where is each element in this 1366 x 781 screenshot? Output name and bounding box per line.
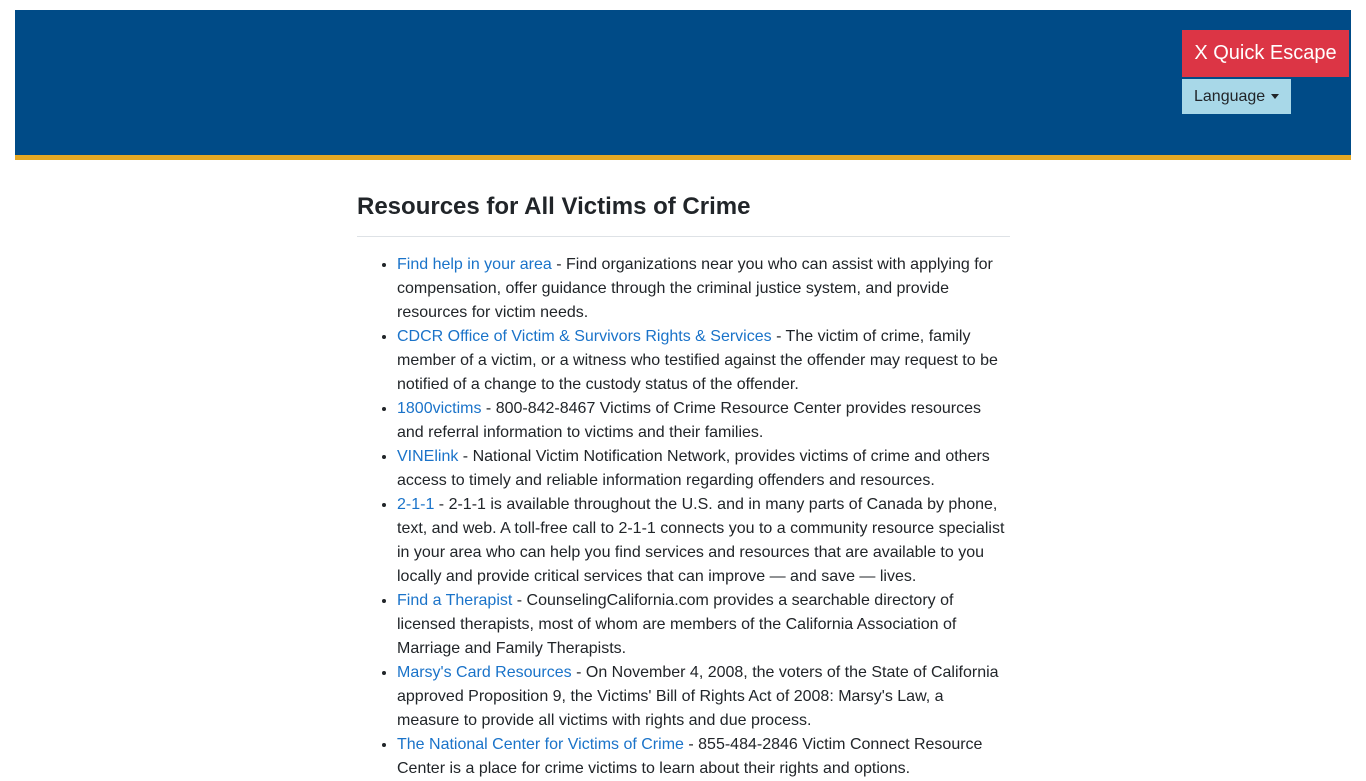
- language-dropdown-button[interactable]: [1182, 79, 1291, 114]
- resource-description: - National Victim Notification Network, provides victims of crime and others access to timely and reliable information regarding offenders and resources.: [397, 448, 990, 489]
- resource-description: - The victim of crime, family member of a victim, or a witness who testified against the offender may request to be notified of a change to the custody status of the offender.: [397, 328, 998, 393]
- resource-link-211[interactable]: 2-1-1: [397, 496, 435, 513]
- resource-item: [397, 325, 1010, 397]
- resource-item: [397, 397, 1010, 445]
- resource-item: [397, 589, 1010, 661]
- resource-item: [397, 445, 1010, 493]
- resource-link-find-therapist[interactable]: Find a Therapist: [397, 592, 513, 609]
- resource-list: [357, 253, 1010, 781]
- resource-link-cdcr[interactable]: CDCR Office of Victim & Survivors Rights & Services: [397, 328, 772, 345]
- resource-link-find-help[interactable]: Find help in your area: [397, 256, 552, 273]
- resource-item: [397, 661, 1010, 733]
- language-label: Language: [1194, 88, 1266, 105]
- resource-link-vinelink[interactable]: VINElink: [397, 448, 459, 465]
- resource-description: - 2-1-1 is available throughout the U.S. and in many parts of Canada by phone, text, and web. A toll-free call to 2-1-1 connects you to a community resource specialist in your area who can help you find services and resources that are available to you locally and provide critical services that can improve — and save — lives.: [397, 496, 1005, 585]
- site-header: [15, 10, 1351, 160]
- resource-description: - CounselingCalifornia.com provides a searchable directory of licensed therapists, most of whom are members of the California Association of Marriage and Family Therapists.: [397, 592, 957, 657]
- resource-link-ncvc[interactable]: The National Center for Victims of Crime: [397, 736, 684, 753]
- resource-description: - On November 4, 2008, the voters of the State of California approved Proposition 9, the Victims' Bill of Rights Act of 2008: Marsy's Law, a measure to provide all victims with rights and due process.: [397, 664, 999, 729]
- resource-description: - Find organizations near you who can assist with applying for compensation, offer guidance through the criminal justice system, and provide resources for victim needs.: [397, 256, 993, 321]
- resource-item: [397, 733, 1010, 781]
- resource-description: - 800-842-8467 Victims of Crime Resource Center provides resources and referral information to victims and their families.: [397, 400, 981, 441]
- quick-escape-button[interactable]: X Quick Escape: [1182, 30, 1349, 77]
- resource-item: [397, 493, 1010, 589]
- resource-link-marsys-card[interactable]: Marsy's Card Resources: [397, 664, 572, 681]
- resource-description: - 855-484-2846 Victim Connect Resource Center is a place for crime victims to learn about their rights and options.: [397, 736, 983, 777]
- resource-item: [397, 253, 1010, 325]
- page-title: Resources for All Victims of Crime: [357, 186, 1010, 237]
- caret-down-icon: [1271, 94, 1279, 99]
- resource-link-1800victims[interactable]: 1800victims: [397, 400, 482, 417]
- main-content: [357, 186, 1010, 781]
